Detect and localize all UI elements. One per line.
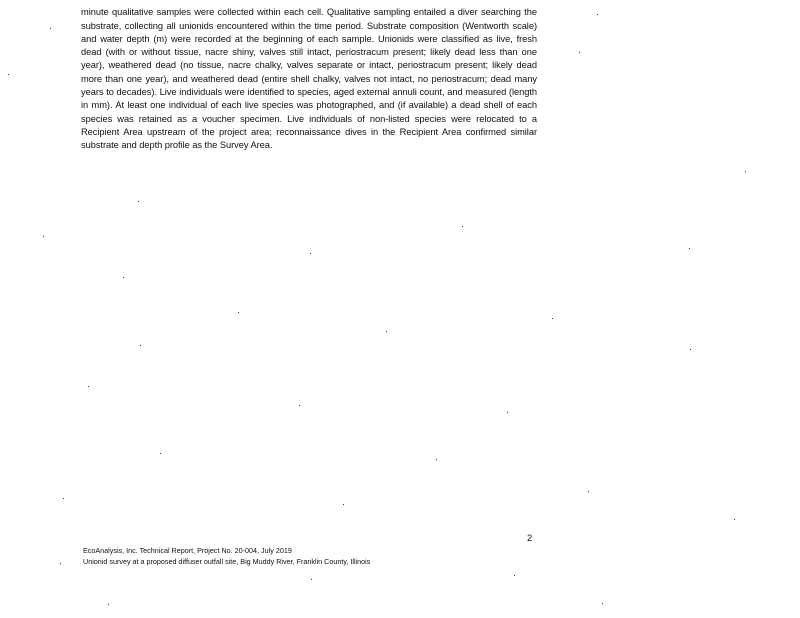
scan-speck <box>63 498 64 499</box>
scan-speck <box>311 579 312 580</box>
scan-speck <box>602 603 603 604</box>
scan-speck <box>745 171 746 172</box>
scan-speck <box>386 331 387 332</box>
body-paragraph: minute qualitative samples were collected within each cell. Qualitative sampling entailed a diver searching the substrate, collecting all unionids encountered within the time period. Substrate composition (Wentworth scale) and water depth (m) were recorded at the beginning of each sample. Unionids were classified as live, fresh dead (with or without tissue, nacre shiny, valves still intact, periostracum present; likely dead less than one year), weathered dead (no tissue, nacre chalky, valves separate or intact, periostracum present; likely dead more than one year), and weathered dead (entire shell chalky, valves not intact, no periostracum; dead many years to decades). Live individuals were identified to species, aged external annuli count, and measured (length in mm). At least one individual of each live species was photographed, and (if available) a dead shell of each species was retained as a voucher specimen. Live individuals of non-listed species were relocated to a Recipient Area upstream of the project area; reconnaissance dives in the Recipient Area confirmed similar substrate and depth profile as the Survey Area. <box>81 7 537 151</box>
scan-speck <box>690 349 691 350</box>
scan-speck <box>238 312 239 313</box>
scan-speck <box>514 575 515 576</box>
scan-speck <box>343 504 344 505</box>
scan-speck <box>8 74 9 75</box>
scan-speck <box>88 386 89 387</box>
scan-speck <box>734 519 735 520</box>
scan-speck <box>60 563 61 564</box>
page-footer <box>83 546 370 567</box>
scan-speck <box>43 236 44 237</box>
scan-speck <box>123 277 124 278</box>
scan-speck <box>552 318 553 319</box>
scan-speck <box>436 459 437 460</box>
scan-speck <box>310 253 311 254</box>
scan-speck <box>462 226 463 227</box>
footer-title-line: Unionid survey at a proposed diffuser outfall site, Big Muddy River, Franklin County, Illinois <box>83 556 371 566</box>
page-number: 2 <box>527 533 533 544</box>
scan-speck <box>299 405 300 406</box>
footer-report-line: EcoAnalysis, Inc. Technical Report, Project No. 20-004, July 2019 <box>83 546 292 555</box>
scan-speck <box>50 28 51 29</box>
scan-speck <box>689 248 690 249</box>
scan-speck <box>597 14 598 15</box>
scan-speck <box>588 491 589 492</box>
scan-speck <box>160 453 161 454</box>
scan-speck <box>579 52 580 53</box>
scan-speck <box>140 345 141 346</box>
scan-speck <box>507 412 508 413</box>
scan-speck <box>138 201 139 202</box>
scan-speck <box>108 604 109 605</box>
